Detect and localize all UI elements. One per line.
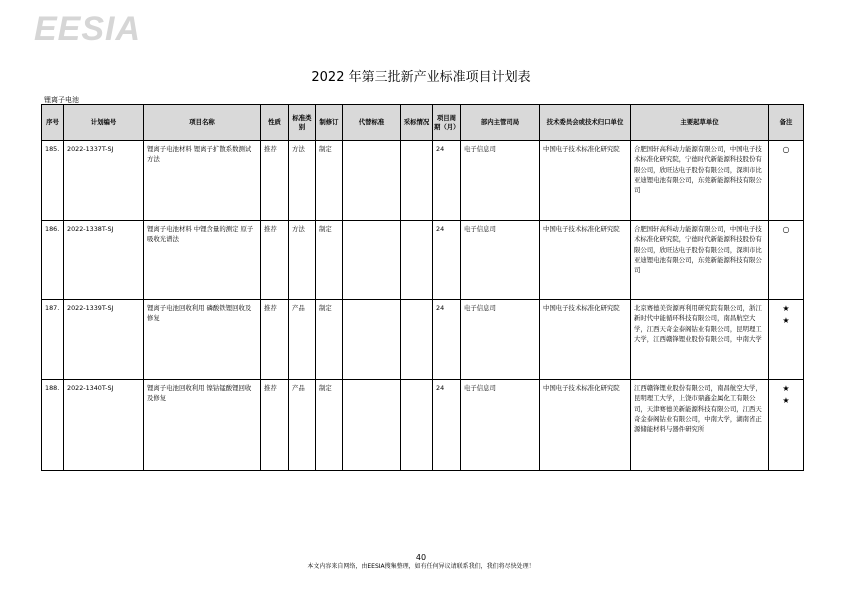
- cell-remark: ★ ★: [769, 300, 804, 380]
- header-department: 部内主管司局: [461, 105, 540, 141]
- cell-revision: 制定: [316, 300, 343, 380]
- cell-adoption: [401, 300, 433, 380]
- cell-period: 24: [433, 141, 461, 221]
- cell-department: 电子信息司: [461, 221, 540, 300]
- eesia-logo: EESIA: [34, 10, 142, 48]
- header-replaces: 代替标准: [343, 105, 401, 141]
- cell-category: 方法: [289, 141, 316, 221]
- cell-period: 24: [433, 380, 461, 471]
- cell-nature: 推荐: [261, 141, 289, 221]
- cell-category: 产品: [289, 300, 316, 380]
- cell-replaces: [343, 300, 401, 380]
- cell-drafters: 江西赣锋锂业股份有限公司，南昌航空大学，昆明理工大学，上饶市鼎鑫金属化工有限公司，天津赛德美新能源科技有限公司，江西天奇金泰阁钴业有限公司，中南大学，湖南省正源储能材料与器件研究所: [631, 380, 769, 471]
- cell-adoption: [401, 380, 433, 471]
- table-row: [42, 141, 804, 221]
- header-plan-no: 计划编号: [64, 105, 144, 141]
- cell-plan-no: 2022-1338T-SJ: [64, 221, 144, 300]
- cell-seq: 186.: [42, 221, 64, 300]
- cell-seq: 187.: [42, 300, 64, 380]
- cell-department: 电子信息司: [461, 300, 540, 380]
- header-seq: 序号: [42, 105, 64, 141]
- standards-plan-table: [41, 104, 804, 471]
- header-revision: 制修订: [316, 105, 343, 141]
- cell-replaces: [343, 221, 401, 300]
- cell-revision: 制定: [316, 221, 343, 300]
- cell-plan-no: 2022-1339T-SJ: [64, 300, 144, 380]
- cell-name: 锂离子电池回收利用 镍钴锰酸锂回收及修复: [144, 380, 261, 471]
- cell-plan-no: 2022-1337T-SJ: [64, 141, 144, 221]
- header-committee: 技术委员会或技术归口单位: [540, 105, 631, 141]
- cell-period: 24: [433, 221, 461, 300]
- cell-name: 锂离子电池材料 锂离子扩散系数测试方法: [144, 141, 261, 221]
- cell-replaces: [343, 380, 401, 471]
- footer-note: 本文内容来自网络，由EESIA搜集整理，如有任何异议请联系我们，我们将尽快处理！: [307, 563, 535, 570]
- table-row: [42, 300, 804, 380]
- cell-seq: 185.: [42, 141, 64, 221]
- cell-adoption: [401, 221, 433, 300]
- cell-remark: ★ ★: [769, 380, 804, 471]
- page-title: 2022 年第三批新产业标准项目计划表: [311, 70, 531, 85]
- header-remark: 备注: [769, 105, 804, 141]
- cell-remark: ○: [769, 221, 804, 300]
- cell-department: 电子信息司: [461, 380, 540, 471]
- cell-committee: 中国电子技术标准化研究院: [540, 380, 631, 471]
- cell-nature: 推荐: [261, 221, 289, 300]
- table-header-row: [42, 105, 804, 141]
- cell-category: 方法: [289, 221, 316, 300]
- cell-period: 24: [433, 300, 461, 380]
- cell-nature: 推荐: [261, 380, 289, 471]
- cell-plan-no: 2022-1340T-SJ: [64, 380, 144, 471]
- header-drafters: 主要起草单位: [631, 105, 769, 141]
- header-period: 项目周期（月）: [433, 105, 461, 141]
- cell-replaces: [343, 141, 401, 221]
- cell-department: 电子信息司: [461, 141, 540, 221]
- header-category: 标准类别: [289, 105, 316, 141]
- cell-drafters: 合肥国轩高科动力能源有限公司，中国电子技术标准化研究院，宁德时代新能源科技股份有限公司，欣旺达电子股份有限公司，深圳市比亚迪锂电池有限公司，东莞新能源科技有限公司: [631, 221, 769, 300]
- cell-committee: 中国电子技术标准化研究院: [540, 300, 631, 380]
- cell-nature: 推荐: [261, 300, 289, 380]
- section-label: 锂离子电池: [44, 96, 79, 104]
- cell-remark: ○: [769, 141, 804, 221]
- cell-drafters: 合肥国轩高科动力能源有限公司，中国电子技术标准化研究院，宁德时代新能源科技股份有限公司，欣旺达电子股份有限公司，深圳市比亚迪锂电池有限公司，东莞新能源科技有限公司: [631, 141, 769, 221]
- cell-committee: 中国电子技术标准化研究院: [540, 141, 631, 221]
- header-name: 项目名称: [144, 105, 261, 141]
- cell-seq: 188.: [42, 380, 64, 471]
- header-adoption: 采标情况: [401, 105, 433, 141]
- table-row: [42, 221, 804, 300]
- cell-drafters: 北京赛德美资源再利用研究院有限公司，浙江新时代中能循环科技有限公司，南昌航空大学，江西天奇金泰阁钴业有限公司，昆明理工大学，江西赣锋锂业股份有限公司，中南大学: [631, 300, 769, 380]
- header-nature: 性质: [261, 105, 289, 141]
- table-row: [42, 380, 804, 471]
- page-number: 40: [415, 553, 427, 562]
- cell-name: 锂离子电池回收利用 磷酸铁锂回收及修复: [144, 300, 261, 380]
- cell-adoption: [401, 141, 433, 221]
- cell-revision: 制定: [316, 141, 343, 221]
- cell-committee: 中国电子技术标准化研究院: [540, 221, 631, 300]
- cell-revision: 制定: [316, 380, 343, 471]
- cell-name: 锂离子电池材料 中锂含量的测定 原子吸收光谱法: [144, 221, 261, 300]
- cell-category: 产品: [289, 380, 316, 471]
